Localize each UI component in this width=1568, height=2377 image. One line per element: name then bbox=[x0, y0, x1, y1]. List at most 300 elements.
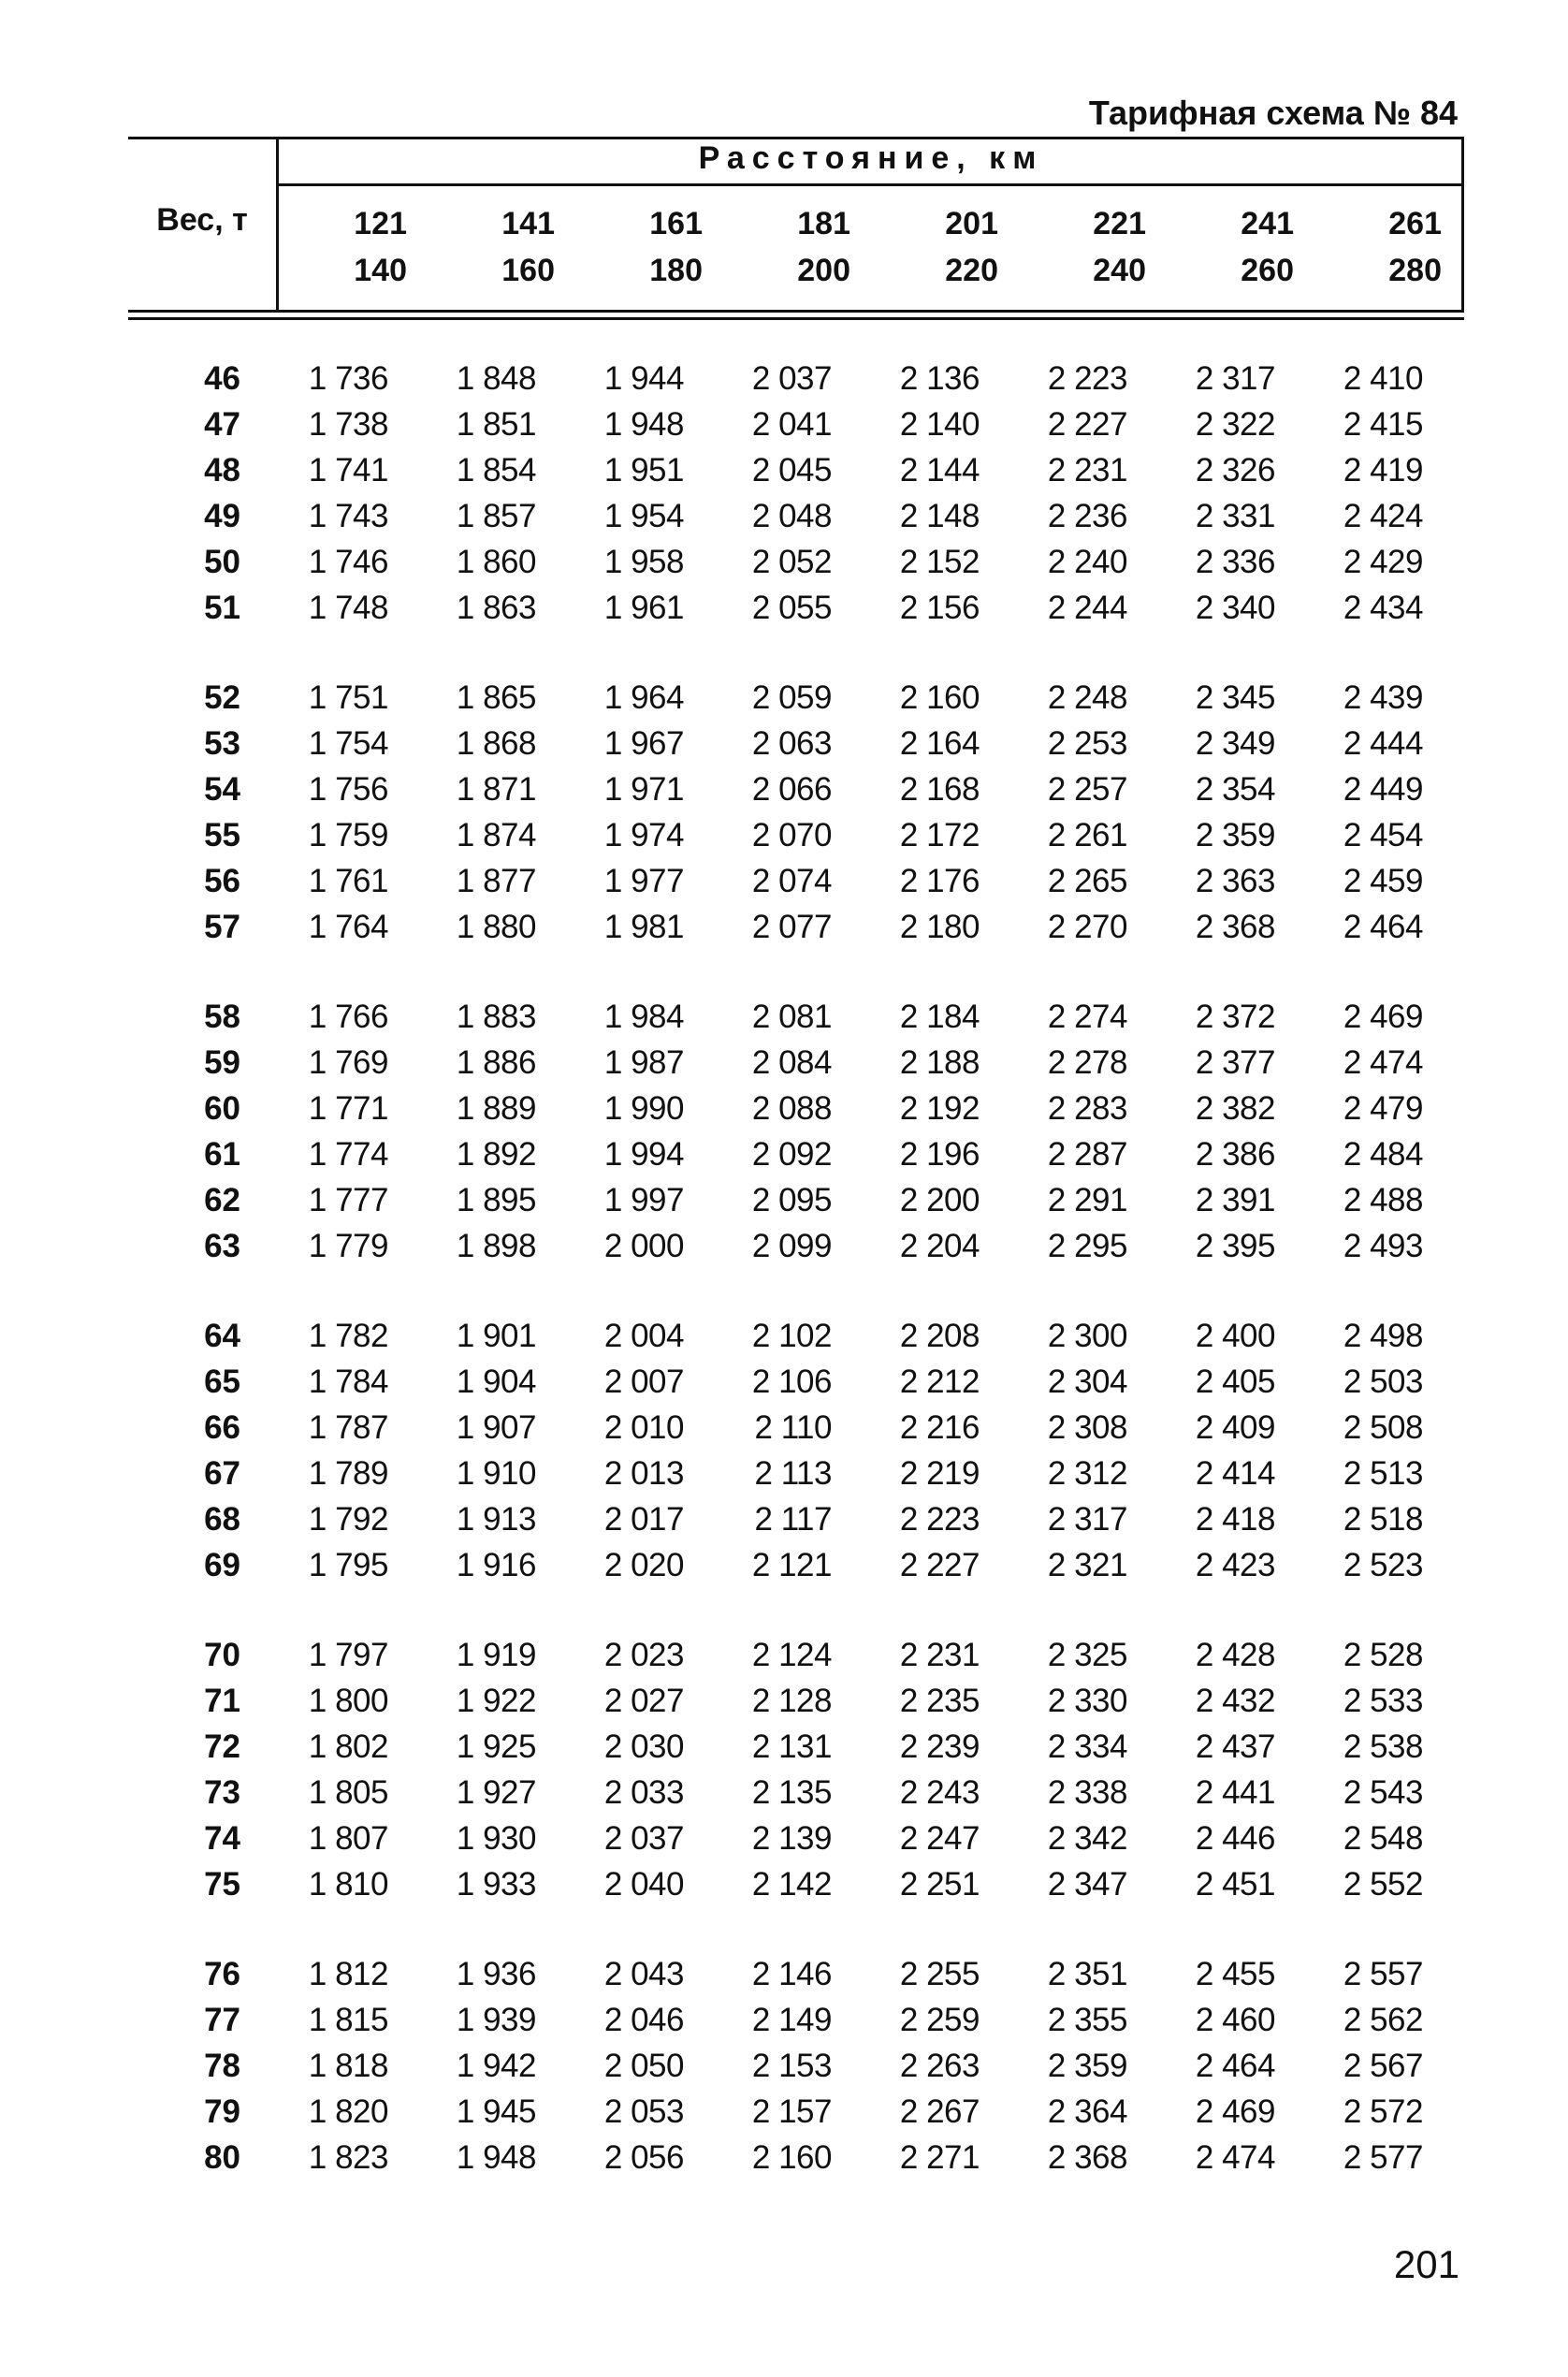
weight-cell: 60 bbox=[204, 1089, 240, 1127]
tariff-cell: 2 139 bbox=[751, 1819, 832, 1857]
tariff-cell: 2 144 bbox=[899, 451, 980, 489]
tariff-cell: 1 974 bbox=[603, 816, 684, 853]
weight-cell: 76 bbox=[204, 1955, 240, 1992]
tariff-cell: 2 432 bbox=[1195, 1682, 1275, 1719]
tariff-cell: 2 013 bbox=[603, 1454, 684, 1492]
table-row bbox=[128, 1040, 1464, 1086]
tariff-cell: 1 892 bbox=[456, 1135, 536, 1173]
tariff-cell: 2 037 bbox=[751, 359, 832, 397]
distance-range-6 bbox=[1146, 200, 1294, 294]
tariff-cell: 2 459 bbox=[1343, 862, 1423, 899]
tariff-cell: 2 172 bbox=[899, 816, 980, 853]
tariff-cell: 2 479 bbox=[1343, 1089, 1423, 1127]
tariff-cell: 2 533 bbox=[1343, 1682, 1423, 1719]
weight-cell: 58 bbox=[204, 998, 240, 1035]
tariff-cell: 2 223 bbox=[899, 1500, 980, 1538]
weight-cell: 72 bbox=[204, 1728, 240, 1765]
tariff-cell: 2 330 bbox=[1047, 1682, 1127, 1719]
weight-cell: 51 bbox=[204, 589, 240, 626]
tariff-cell: 2 274 bbox=[1047, 998, 1127, 1035]
tariff-cell: 2 469 bbox=[1343, 998, 1423, 1035]
tariff-cell: 2 077 bbox=[751, 908, 832, 945]
tariff-cell: 2 577 bbox=[1343, 2138, 1423, 2176]
tariff-cell: 2 131 bbox=[751, 1728, 832, 1765]
tariff-cell: 1 807 bbox=[308, 1819, 388, 1857]
tariff-cell: 2 474 bbox=[1195, 2138, 1275, 2176]
tariff-cell: 1 823 bbox=[308, 2138, 388, 2176]
distance-range-3 bbox=[703, 200, 850, 294]
weight-column-header: Вес, т bbox=[156, 202, 248, 238]
tariff-cell: 2 236 bbox=[1047, 497, 1127, 534]
weight-cell: 62 bbox=[204, 1181, 240, 1218]
tariff-cell: 1 800 bbox=[308, 1682, 388, 1719]
tariff-cell: 2 251 bbox=[899, 1865, 980, 1903]
tariff-cell: 1 818 bbox=[308, 2047, 388, 2084]
tariff-cell: 2 464 bbox=[1343, 908, 1423, 945]
tariff-cell: 2 359 bbox=[1195, 816, 1275, 853]
tariff-cell: 2 325 bbox=[1047, 1636, 1127, 1673]
table-row bbox=[128, 1177, 1464, 1223]
tariff-cell: 2 557 bbox=[1343, 1955, 1423, 1992]
tariff-cell: 2 092 bbox=[751, 1135, 832, 1173]
tariff-cell: 1 961 bbox=[603, 589, 684, 626]
table-row bbox=[128, 812, 1464, 858]
weight-cell: 61 bbox=[204, 1135, 240, 1173]
tariff-cell: 1 746 bbox=[308, 543, 388, 580]
tariff-cell: 1 863 bbox=[456, 589, 536, 626]
tariff-cell: 2 291 bbox=[1047, 1181, 1127, 1218]
tariff-cell: 1 766 bbox=[308, 998, 388, 1035]
tariff-cell: 2 149 bbox=[751, 2001, 832, 2038]
tariff-cell: 2 498 bbox=[1343, 1317, 1423, 1354]
tariff-cell: 1 743 bbox=[308, 497, 388, 534]
tariff-cell: 2 148 bbox=[899, 497, 980, 534]
distance-range-2 bbox=[555, 200, 703, 294]
tariff-cell: 1 751 bbox=[308, 678, 388, 716]
tariff-cell: 2 216 bbox=[899, 1408, 980, 1446]
tariff-cell: 2 135 bbox=[751, 1773, 832, 1811]
tariff-cell: 2 331 bbox=[1195, 497, 1275, 534]
tariff-cell: 2 121 bbox=[751, 1546, 832, 1583]
tariff-cell: 1 981 bbox=[603, 908, 684, 945]
tariff-cell: 2 043 bbox=[603, 1955, 684, 1992]
tariff-cell: 2 368 bbox=[1047, 2138, 1127, 2176]
tariff-cell: 2 523 bbox=[1343, 1546, 1423, 1583]
tariff-cell: 2 562 bbox=[1343, 2001, 1423, 2038]
tariff-cell: 2 045 bbox=[751, 451, 832, 489]
tariff-cell: 2 414 bbox=[1195, 1454, 1275, 1492]
tariff-cell: 2 418 bbox=[1195, 1500, 1275, 1538]
table-row bbox=[128, 1131, 1464, 1177]
weight-cell: 68 bbox=[204, 1500, 240, 1538]
tariff-cell: 2 429 bbox=[1343, 543, 1423, 580]
tariff-cell: 1 865 bbox=[456, 678, 536, 716]
weight-cell: 69 bbox=[204, 1546, 240, 1583]
tariff-cell: 2 212 bbox=[899, 1363, 980, 1400]
tariff-cell: 1 857 bbox=[456, 497, 536, 534]
tariff-cell: 2 434 bbox=[1343, 589, 1423, 626]
weight-cell: 63 bbox=[204, 1227, 240, 1264]
tariff-cell: 2 263 bbox=[899, 2047, 980, 2084]
tariff-cell: 2 017 bbox=[603, 1500, 684, 1538]
table-row bbox=[128, 356, 1464, 401]
weight-cell: 59 bbox=[204, 1043, 240, 1081]
tariff-cell: 2 454 bbox=[1343, 816, 1423, 853]
tariff-cell: 2 156 bbox=[899, 589, 980, 626]
tariff-cell: 2 372 bbox=[1195, 998, 1275, 1035]
tariff-cell: 1 901 bbox=[456, 1317, 536, 1354]
tariff-cell: 2 046 bbox=[603, 2001, 684, 2038]
range-to: 160 bbox=[501, 253, 555, 288]
weight-cell: 50 bbox=[204, 543, 240, 580]
weight-cell: 70 bbox=[204, 1636, 240, 1673]
tariff-cell: 1 916 bbox=[456, 1546, 536, 1583]
range-to: 280 bbox=[1388, 253, 1442, 288]
tariff-cell: 2 037 bbox=[603, 1819, 684, 1857]
table-row bbox=[128, 2089, 1464, 2135]
tariff-cell: 2 347 bbox=[1047, 1865, 1127, 1903]
tariff-cell: 1 805 bbox=[308, 1773, 388, 1811]
tariff-cell: 1 860 bbox=[456, 543, 536, 580]
tariff-cell: 2 439 bbox=[1343, 678, 1423, 716]
tariff-cell: 2 248 bbox=[1047, 678, 1127, 716]
tariff-cell: 2 160 bbox=[899, 678, 980, 716]
tariff-cell: 2 308 bbox=[1047, 1408, 1127, 1446]
weight-cell: 55 bbox=[204, 816, 240, 853]
tariff-cell: 2 552 bbox=[1343, 1865, 1423, 1903]
tariff-cell: 1 919 bbox=[456, 1636, 536, 1673]
table-row bbox=[128, 1951, 1464, 1997]
weight-cell: 46 bbox=[204, 359, 240, 397]
tariff-cell: 2 257 bbox=[1047, 770, 1127, 808]
tariff-cell: 2 321 bbox=[1047, 1546, 1127, 1583]
distance-header: Расстояние, км bbox=[698, 140, 1044, 176]
tariff-cell: 1 736 bbox=[308, 359, 388, 397]
header-bottom-rule-2 bbox=[128, 317, 1464, 320]
tariff-cell: 2 023 bbox=[603, 1636, 684, 1673]
tariff-cell: 1 756 bbox=[308, 770, 388, 808]
range-to: 140 bbox=[354, 253, 407, 288]
tariff-cell: 2 059 bbox=[751, 678, 832, 716]
page-number: 201 bbox=[1393, 2242, 1459, 2286]
table-row bbox=[128, 493, 1464, 539]
tariff-cell: 2 464 bbox=[1195, 2047, 1275, 2084]
tariff-cell: 2 081 bbox=[751, 998, 832, 1035]
tariff-cell: 1 771 bbox=[308, 1089, 388, 1127]
tariff-cell: 2 033 bbox=[603, 1773, 684, 1811]
tariff-cell: 1 942 bbox=[456, 2047, 536, 2084]
tariff-cell: 2 543 bbox=[1343, 1773, 1423, 1811]
tariff-cell: 2 400 bbox=[1195, 1317, 1275, 1354]
tariff-cell: 2 278 bbox=[1047, 1043, 1127, 1081]
range-from: 161 bbox=[649, 206, 703, 241]
tariff-cell: 2 345 bbox=[1195, 678, 1275, 716]
tariff-cell: 2 106 bbox=[751, 1363, 832, 1400]
tariff-cell: 1 774 bbox=[308, 1135, 388, 1173]
weight-cell: 80 bbox=[204, 2138, 240, 2176]
tariff-cell: 1 977 bbox=[603, 862, 684, 899]
tariff-cell: 2 261 bbox=[1047, 816, 1127, 853]
weight-cell: 54 bbox=[204, 770, 240, 808]
tariff-cell: 2 405 bbox=[1195, 1363, 1275, 1400]
tariff-cell: 1 971 bbox=[603, 770, 684, 808]
row-group bbox=[128, 1632, 1464, 1907]
tariff-cell: 2 176 bbox=[899, 862, 980, 899]
tariff-cell: 2 283 bbox=[1047, 1089, 1127, 1127]
tariff-cell: 2 184 bbox=[899, 998, 980, 1035]
tariff-cell: 2 572 bbox=[1343, 2093, 1423, 2130]
tariff-cell: 1 769 bbox=[308, 1043, 388, 1081]
tariff-cell: 2 020 bbox=[603, 1546, 684, 1583]
tariff-cell: 2 052 bbox=[751, 543, 832, 580]
tariff-cell: 2 265 bbox=[1047, 862, 1127, 899]
table-row bbox=[128, 1223, 1464, 1269]
tariff-cell: 2 503 bbox=[1343, 1363, 1423, 1400]
tariff-cell: 1 754 bbox=[308, 724, 388, 762]
table-row bbox=[128, 401, 1464, 447]
tariff-cell: 1 930 bbox=[456, 1819, 536, 1857]
weight-cell: 57 bbox=[204, 908, 240, 945]
tariff-cell: 1 777 bbox=[308, 1181, 388, 1218]
range-from: 181 bbox=[797, 206, 850, 241]
table-row bbox=[128, 1770, 1464, 1816]
table-row bbox=[128, 675, 1464, 721]
tariff-cell: 2 219 bbox=[899, 1454, 980, 1492]
tariff-cell: 1 994 bbox=[603, 1135, 684, 1173]
tariff-cell: 2 300 bbox=[1047, 1317, 1127, 1354]
header-bottom-rule-1 bbox=[128, 310, 1464, 313]
tariff-cell: 2 493 bbox=[1343, 1227, 1423, 1264]
table-row bbox=[128, 1451, 1464, 1496]
tariff-cell: 2 441 bbox=[1195, 1773, 1275, 1811]
table-row bbox=[128, 1678, 1464, 1724]
weight-cell: 78 bbox=[204, 2047, 240, 2084]
tariff-cell: 2 368 bbox=[1195, 908, 1275, 945]
row-group bbox=[128, 356, 1464, 631]
tariff-cell: 2 124 bbox=[751, 1636, 832, 1673]
tariff-cell: 1 877 bbox=[456, 862, 536, 899]
tariff-cell: 2 322 bbox=[1195, 405, 1275, 443]
table-row bbox=[128, 2135, 1464, 2180]
tariff-cell: 2 007 bbox=[603, 1363, 684, 1400]
tariff-cell: 1 948 bbox=[603, 405, 684, 443]
tariff-cell: 2 270 bbox=[1047, 908, 1127, 945]
tariff-cell: 2 287 bbox=[1047, 1135, 1127, 1173]
tariff-cell: 1 789 bbox=[308, 1454, 388, 1492]
tariff-cell: 1 784 bbox=[308, 1363, 388, 1400]
table-row bbox=[128, 1313, 1464, 1359]
tariff-cell: 1 904 bbox=[456, 1363, 536, 1400]
tariff-cell: 2 382 bbox=[1195, 1089, 1275, 1127]
tariff-cell: 1 987 bbox=[603, 1043, 684, 1081]
tariff-cell: 2 351 bbox=[1047, 1955, 1127, 1992]
tariff-cell: 1 779 bbox=[308, 1227, 388, 1264]
tariff-cell: 1 954 bbox=[603, 497, 684, 534]
tariff-cell: 2 204 bbox=[899, 1227, 980, 1264]
table-row bbox=[128, 1861, 1464, 1907]
range-from: 121 bbox=[354, 206, 407, 241]
tariff-cell: 2 070 bbox=[751, 816, 832, 853]
tariff-cell: 1 945 bbox=[456, 2093, 536, 2130]
tariff-cell: 2 164 bbox=[899, 724, 980, 762]
weight-cell: 77 bbox=[204, 2001, 240, 2038]
tariff-cell: 1 889 bbox=[456, 1089, 536, 1127]
tariff-cell: 1 738 bbox=[308, 405, 388, 443]
tariff-cell: 2 395 bbox=[1195, 1227, 1275, 1264]
tariff-cell: 1 880 bbox=[456, 908, 536, 945]
tariff-cell: 2 088 bbox=[751, 1089, 832, 1127]
tariff-cell: 1 951 bbox=[603, 451, 684, 489]
row-group bbox=[128, 1313, 1464, 1588]
tariff-cell: 2 188 bbox=[899, 1043, 980, 1081]
tariff-cell: 1 990 bbox=[603, 1089, 684, 1127]
tariff-cell: 2 244 bbox=[1047, 589, 1127, 626]
tariff-cell: 1 815 bbox=[308, 2001, 388, 2038]
weight-cell: 64 bbox=[204, 1317, 240, 1354]
weight-cell: 56 bbox=[204, 862, 240, 899]
tariff-cell: 1 787 bbox=[308, 1408, 388, 1446]
tariff-cell: 2 513 bbox=[1343, 1454, 1423, 1492]
tariff-cell: 2 415 bbox=[1343, 405, 1423, 443]
tariff-cell: 2 271 bbox=[899, 2138, 980, 2176]
tariff-cell: 2 053 bbox=[603, 2093, 684, 2130]
table-row bbox=[128, 1724, 1464, 1770]
tariff-cell: 2 334 bbox=[1047, 1728, 1127, 1765]
tariff-cell: 1 895 bbox=[456, 1181, 536, 1218]
tariff-cell: 2 295 bbox=[1047, 1227, 1127, 1264]
range-to: 220 bbox=[945, 253, 998, 288]
distance-range-7 bbox=[1294, 200, 1442, 294]
tariff-cell: 2 010 bbox=[603, 1408, 684, 1446]
range-to: 180 bbox=[649, 253, 703, 288]
tariff-cell: 1 851 bbox=[456, 405, 536, 443]
tariff-cell: 2 095 bbox=[751, 1181, 832, 1218]
weight-cell: 47 bbox=[204, 405, 240, 443]
tariff-cell: 2 437 bbox=[1195, 1728, 1275, 1765]
tariff-cell: 2 113 bbox=[754, 1454, 832, 1492]
tariff-cell: 2 304 bbox=[1047, 1363, 1127, 1400]
tariff-cell: 1 848 bbox=[456, 359, 536, 397]
tariff-cell: 2 041 bbox=[751, 405, 832, 443]
tariff-cell: 2 063 bbox=[751, 724, 832, 762]
tariff-cell: 2 386 bbox=[1195, 1135, 1275, 1173]
tariff-cell: 2 084 bbox=[751, 1043, 832, 1081]
table-row bbox=[128, 858, 1464, 904]
table-row bbox=[128, 1359, 1464, 1405]
table-row bbox=[128, 1405, 1464, 1451]
tariff-cell: 1 797 bbox=[308, 1636, 388, 1673]
tariff-cell: 1 898 bbox=[456, 1227, 536, 1264]
tariff-cell: 2 354 bbox=[1195, 770, 1275, 808]
weight-cell: 52 bbox=[204, 678, 240, 716]
tariff-cell: 1 795 bbox=[308, 1546, 388, 1583]
tariff-cell: 1 939 bbox=[456, 2001, 536, 2038]
range-from: 261 bbox=[1388, 206, 1442, 241]
tariff-cell: 2 326 bbox=[1195, 451, 1275, 489]
tariff-cell: 1 910 bbox=[456, 1454, 536, 1492]
tariff-cell: 2 409 bbox=[1195, 1408, 1275, 1446]
distance-range-1 bbox=[407, 200, 555, 294]
table-row bbox=[128, 1542, 1464, 1588]
tariff-cell: 2 240 bbox=[1047, 543, 1127, 580]
tariff-cell: 1 820 bbox=[308, 2093, 388, 2130]
tariff-cell: 2 338 bbox=[1047, 1773, 1127, 1811]
table-row bbox=[128, 721, 1464, 766]
weight-cell: 49 bbox=[204, 497, 240, 534]
tariff-cell: 2 247 bbox=[899, 1819, 980, 1857]
tariff-cell: 2 208 bbox=[899, 1317, 980, 1354]
distance-underline bbox=[276, 183, 1464, 186]
table-row bbox=[128, 1816, 1464, 1861]
tariff-cell: 2 342 bbox=[1047, 1819, 1127, 1857]
tariff-cell: 1 936 bbox=[456, 1955, 536, 1992]
tariff-cell: 2 117 bbox=[754, 1500, 832, 1538]
tariff-cell: 2 231 bbox=[1047, 451, 1127, 489]
table-row bbox=[128, 1496, 1464, 1542]
tariff-cell: 2 391 bbox=[1195, 1181, 1275, 1218]
tariff-cell: 2 055 bbox=[751, 589, 832, 626]
tariff-cell: 1 761 bbox=[308, 862, 388, 899]
tariff-cell: 1 748 bbox=[308, 589, 388, 626]
tariff-cell: 2 444 bbox=[1343, 724, 1423, 762]
tariff-cell: 2 474 bbox=[1343, 1043, 1423, 1081]
tariff-cell: 2 146 bbox=[751, 1955, 832, 1992]
weight-cell: 73 bbox=[204, 1773, 240, 1811]
tariff-cell: 2 243 bbox=[899, 1773, 980, 1811]
tariff-cell: 2 074 bbox=[751, 862, 832, 899]
tariff-cell: 1 958 bbox=[603, 543, 684, 580]
tariff-cell: 2 200 bbox=[899, 1181, 980, 1218]
tariff-cell: 1 764 bbox=[308, 908, 388, 945]
tariff-cell: 2 004 bbox=[603, 1317, 684, 1354]
scheme-title: Тарифная схема № 84 bbox=[1088, 94, 1458, 132]
tariff-cell: 1 997 bbox=[603, 1181, 684, 1218]
tariff-cell: 2 567 bbox=[1343, 2047, 1423, 2084]
tariff-cell: 2 355 bbox=[1047, 2001, 1127, 2038]
tariff-cell: 1 922 bbox=[456, 1682, 536, 1719]
table-row bbox=[128, 2043, 1464, 2089]
tariff-cell: 1 913 bbox=[456, 1500, 536, 1538]
tariff-cell: 2 336 bbox=[1195, 543, 1275, 580]
tariff-cell: 2 196 bbox=[899, 1135, 980, 1173]
range-from: 141 bbox=[501, 206, 555, 241]
tariff-cell: 2 377 bbox=[1195, 1043, 1275, 1081]
range-from: 241 bbox=[1241, 206, 1294, 241]
tariff-cell: 1 854 bbox=[456, 451, 536, 489]
tariff-cell: 2 140 bbox=[899, 405, 980, 443]
tariff-cell: 1 782 bbox=[308, 1317, 388, 1354]
tariff-cell: 1 812 bbox=[308, 1955, 388, 1992]
distance-range-0 bbox=[259, 200, 407, 294]
distance-range-5 bbox=[998, 200, 1146, 294]
tariff-cell: 2 048 bbox=[751, 497, 832, 534]
tariff-cell: 2 030 bbox=[603, 1728, 684, 1765]
tariff-cell: 2 488 bbox=[1343, 1181, 1423, 1218]
table-row bbox=[128, 1997, 1464, 2043]
range-to: 260 bbox=[1241, 253, 1294, 288]
table-row bbox=[128, 1632, 1464, 1678]
tariff-cell: 1 883 bbox=[456, 998, 536, 1035]
tariff-cell: 2 255 bbox=[899, 1955, 980, 1992]
weight-cell: 67 bbox=[204, 1454, 240, 1492]
row-group bbox=[128, 675, 1464, 950]
tariff-cell: 2 050 bbox=[603, 2047, 684, 2084]
tariff-cell: 2 040 bbox=[603, 1865, 684, 1903]
tariff-cell: 1 967 bbox=[603, 724, 684, 762]
tariff-cell: 2 538 bbox=[1343, 1728, 1423, 1765]
weight-cell: 53 bbox=[204, 724, 240, 762]
tariff-cell: 1 810 bbox=[308, 1865, 388, 1903]
